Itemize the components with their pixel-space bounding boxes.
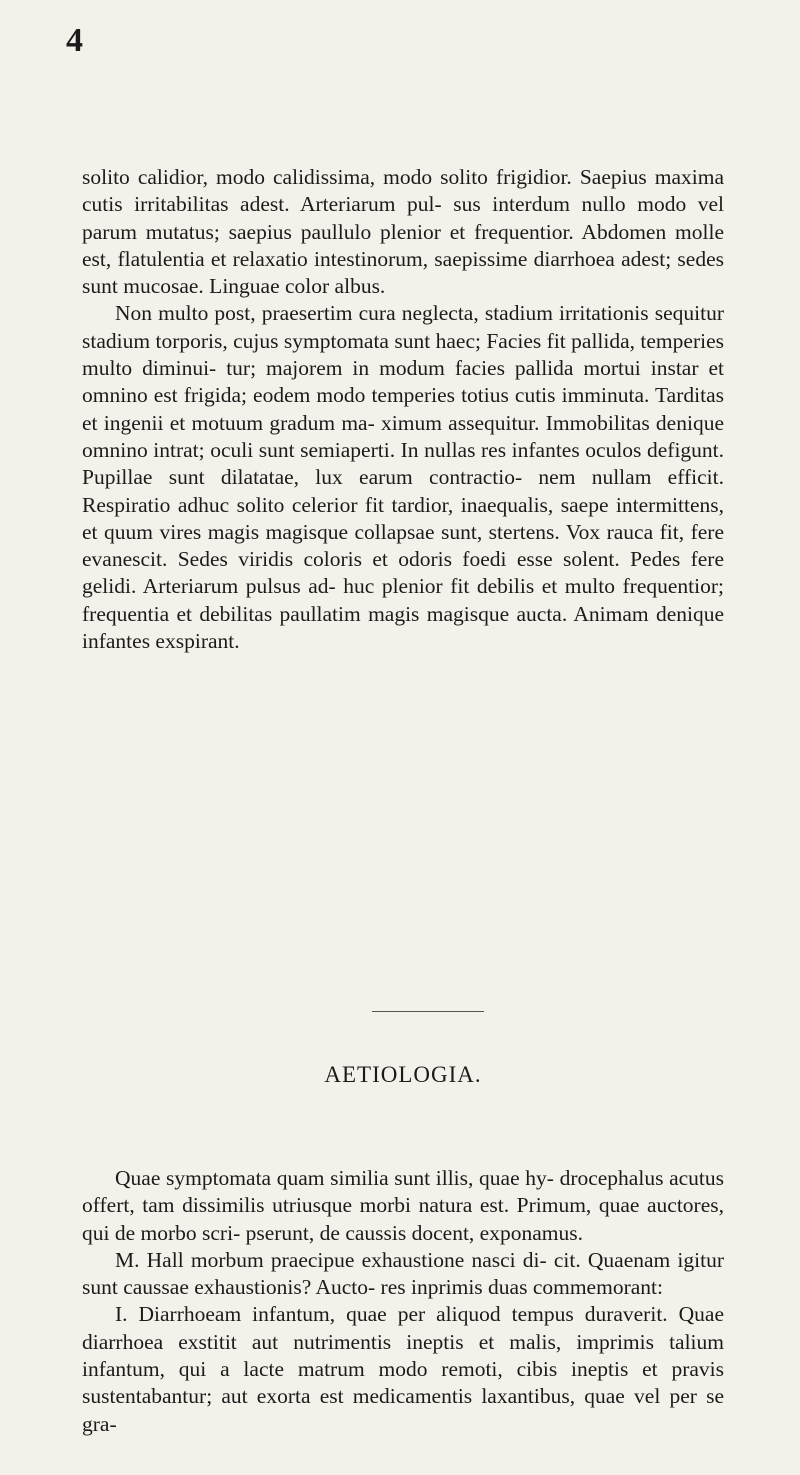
text-line: Non multo post, praesertim cura neglecta, stadium <box>115 301 553 326</box>
text-line: defigunt. Pupillae sunt dilatatae, lux earum contractio- <box>82 437 725 490</box>
text-line: ximum assequitur. Immobilitas denique omnino intrat; <box>82 410 724 462</box>
paragraph-4 <box>82 1247 724 1302</box>
page-number: 4 <box>66 22 83 59</box>
text-line: drocephalus acutus offert, tam dissimilis utriusque morbi <box>82 1166 725 1218</box>
paragraph-3 <box>82 1165 724 1247</box>
text-line: irritationis sequitur stadium torporis, cujus symptomata <box>82 301 724 353</box>
text-line: modo remoti, cibis ineptis et pravis sustentabantur; aut <box>82 1357 724 1409</box>
section-heading: AETIOLOGIA. <box>324 1062 482 1087</box>
text-line: solito calidior, modo calidissima, modo solito frigidior. <box>82 165 572 189</box>
text-line: pserunt, de caussis docent, exponamus. <box>245 1220 583 1245</box>
paragraph-1 <box>82 164 724 300</box>
text-line: omnino est frigida; eodem modo temperies totius cutis <box>82 383 556 408</box>
text-line: Quae symptomata quam similia sunt illis, quae hy- <box>115 1166 554 1190</box>
text-line: adest; sedes sunt mucosae. Linguae color albus. <box>82 246 724 299</box>
symptoms-text-block <box>82 164 724 655</box>
section-divider <box>372 1011 484 1012</box>
text-line: esse solent. Pedes fere gelidi. Arteriarum pulsus ad- <box>82 547 724 599</box>
text-line: tur; majorem in modum facies pallida mortui instar et <box>226 356 724 381</box>
text-line: cit. Quaenam igitur sunt caussae exhaustionis? Aucto- <box>82 1247 724 1300</box>
text-line: res inprimis duas commemorant: <box>380 1275 663 1300</box>
text-line: tardior, inaequalis, saepe intermittens, et quum vires <box>82 492 725 544</box>
text-line: nem nullam efficit. Respiratio adhuc solito celerior fit <box>82 465 724 517</box>
text-line: et malis, imprimis talium infantum, qui a lacte matrum <box>82 1329 725 1382</box>
text-line: natura est. Primum, quae auctores, qui de morbo scri- <box>82 1193 724 1245</box>
text-line: oculi sunt semiaperti. In nullas res infantes oculos <box>210 437 642 462</box>
text-line: I. Diarrhoeam infantum, quae per aliquod tempus <box>115 1302 574 1327</box>
text-line: duraverit. Quae diarrhoea exstitit aut nutrimentis ineptis <box>82 1302 725 1354</box>
text-line: et debilitas paullatim magis magisque aucta. Animam <box>176 601 649 626</box>
text-line: paullulo plenior et frequentior. Abdomen molle est, <box>82 219 724 271</box>
text-line: imminuta. Tarditas et ingenii et motuum gradum ma- <box>82 383 724 435</box>
text-line: flatulentia et relaxatio intestinorum, saepissime diarrhoea <box>117 246 615 271</box>
text-line: Saepius maxima cutis irritabilitas adest. Arteriarum pul- <box>82 165 724 217</box>
paragraph-2 <box>82 300 724 655</box>
paragraph-5 <box>82 1301 724 1437</box>
text-line: sunt haec; Facies fit pallida, temperies multo diminui- <box>82 328 724 381</box>
text-line: magis magisque collapsae sunt, stertens. Vox rauca <box>207 519 654 544</box>
aetiology-text-block <box>82 1165 724 1438</box>
text-line: denique infantes exspirant. <box>82 601 725 654</box>
text-line: sus interdum nullo modo vel parum mutatus; saepius <box>82 192 725 244</box>
text-line: exorta est medicamentis laxantibus, quae vel per se gra- <box>82 1384 725 1436</box>
text-line: fit, fere evanescit. Sedes viridis coloris et odoris foedi <box>82 519 725 572</box>
text-line: M. Hall morbum praecipue exhaustione nasci di- <box>115 1247 547 1272</box>
text-line: huc plenior fit debilis et multo frequentior; frequentia <box>82 574 724 626</box>
